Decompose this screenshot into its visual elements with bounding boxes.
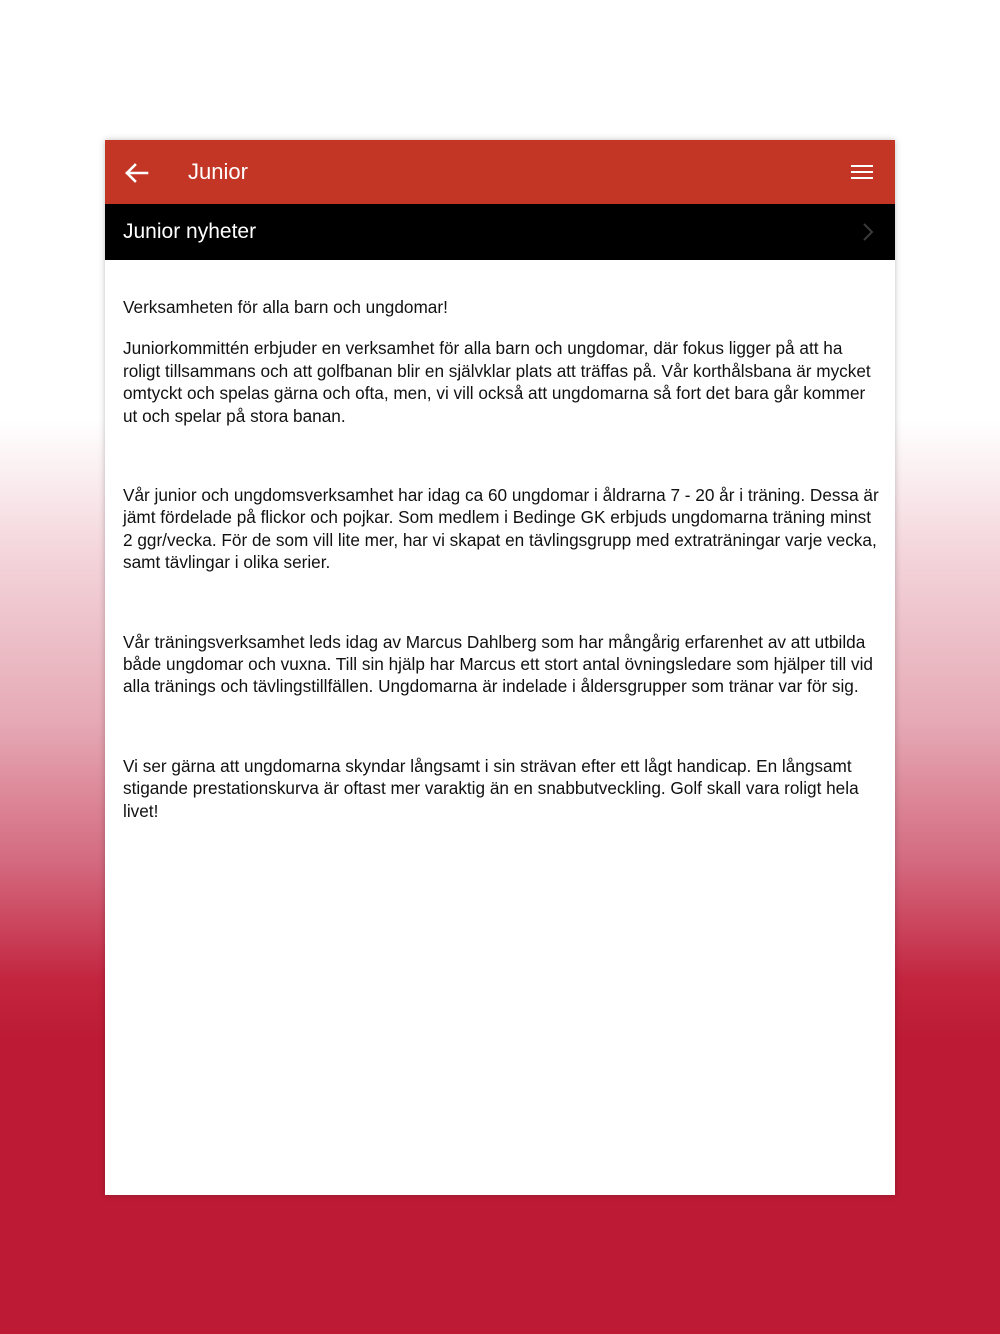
article-paragraph: Juniorkommittén erbjuder en verksamhet för alla barn och ungdomar, där fokus ligger på att ha roligt tillsammans och att golfbanan blir en självklar plats att träffas på. Vår korthålsbana är mycket omtyckt och spelas gärna och ofta, men, vi vill också att ungdomarna så fort det bara går kommer ut och spelar på stora banan. bbox=[123, 338, 871, 426]
junior-page-card bbox=[105, 140, 895, 1195]
chevron-right-icon bbox=[861, 221, 875, 243]
article-paragraph: Vi ser gärna att ungdomarna skyndar långsamt i sin strävan efter ett lågt handicap. En långsamt stigande prestationskurva är oftast mer varaktig än en snabbutveckling. Golf skall vara roligt hela livet! bbox=[123, 755, 859, 821]
section-link-junior-nyheter[interactable] bbox=[105, 204, 895, 260]
article-body bbox=[123, 296, 883, 822]
arrow-left-icon bbox=[123, 162, 149, 184]
article-paragraph: Vår junior och ungdomsverksamhet har idag ca 60 ungdomar i åldrarna 7 - 20 år i träning. Dessa är jämt fördelade på flickor och pojkar. Som medlem i Bedinge GK erbjuds ungdomarna träning minst 2 ggr/vecka. För de som vill lite mer, har vi skapat en tävlingsgrupp med extraträningar varje vecka, samt tävlingar i olika serier. bbox=[123, 485, 879, 573]
page-title: Junior bbox=[188, 159, 248, 184]
section-title: Junior nyheter bbox=[123, 220, 257, 243]
menu-button[interactable] bbox=[845, 156, 879, 188]
article-heading: Verksamheten för alla barn och ungdomar! bbox=[123, 297, 448, 317]
article-paragraph: Vår träningsverksamhet leds idag av Marcus Dahlberg som har mångårig erfarenhet av att utbilda både ungdomar och vuxna. Till sin hjälp har Marcus ett stort antal övningsledare som hjälper till vid alla tränings och tävlingstillfällen. Ungdomarna är indelade i åldersgrupper som tränar var för sig. bbox=[123, 631, 873, 697]
app-bar bbox=[105, 140, 895, 204]
back-button[interactable] bbox=[119, 156, 153, 190]
hamburger-menu-icon bbox=[850, 163, 874, 181]
